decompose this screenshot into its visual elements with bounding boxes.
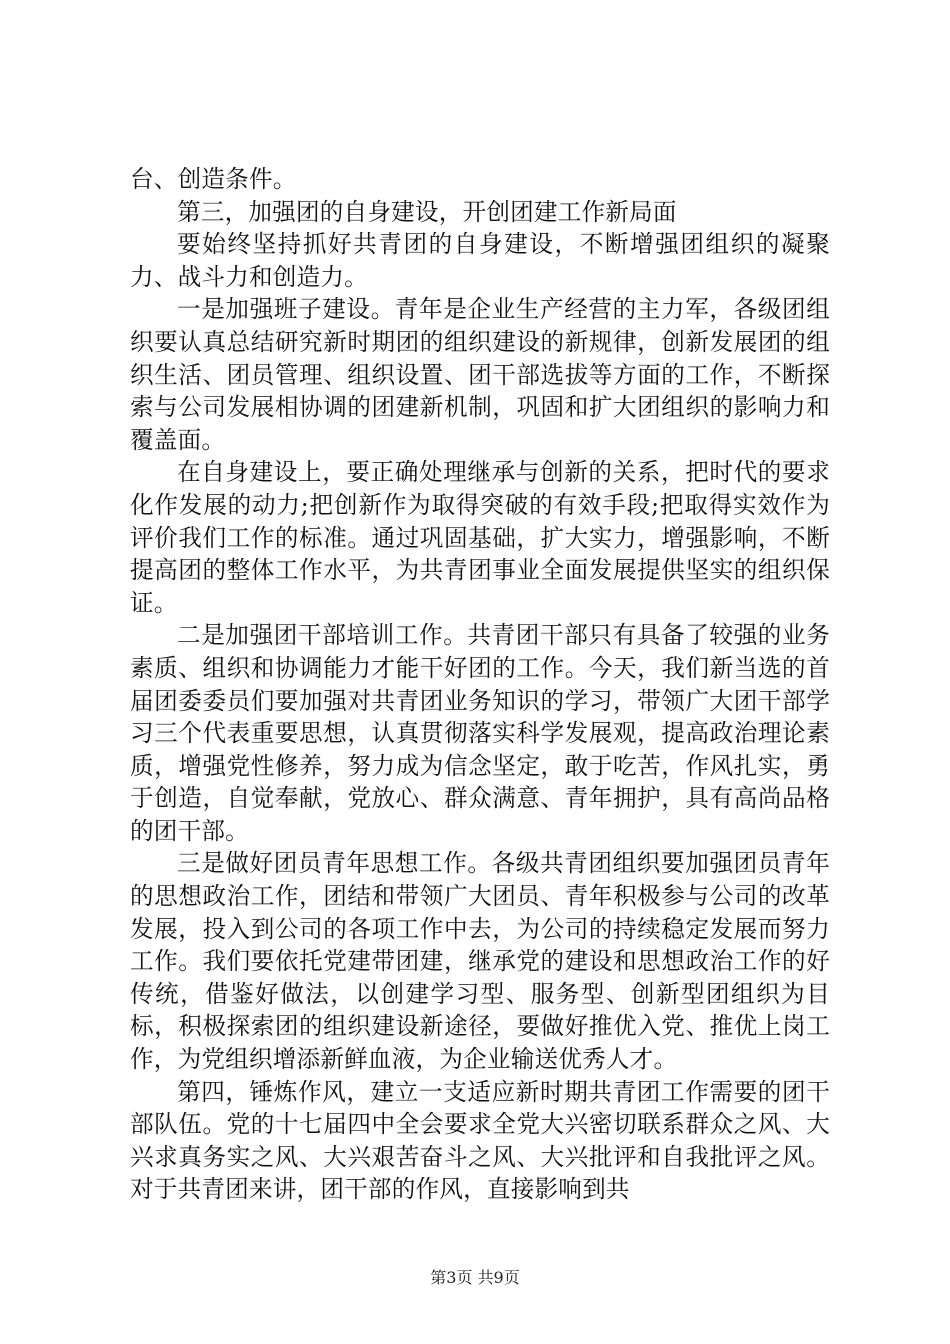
paragraph: 台、创造条件。 (130, 165, 297, 193)
paragraph: 一是加强班子建设。青年是企业生产经营的主力军，各级团组织要认真总结研究新时期团的组织建设的新规律，创新发展团的组织生活、团员管理、组织设置、团干部选拔等方面的工作，不断探索与公司发展相协调的团建新机制，巩固和扩大团组织的影响力和覆盖面。 (130, 295, 830, 454)
page-footer (0, 1268, 950, 1288)
paragraph: 要始终坚持抓好共青团的自身建设，不断增强团组织的凝聚力、战斗力和创造力。 (130, 230, 830, 291)
paragraph: 在自身建设上，要正确处理继承与创新的关系，把时代的要求化作发展的动力;把创新作为取得突破的有效手段;把取得实效作为评价我们工作的标准。通过巩固基础，扩大实力，增强影响，不断提高团的整体工作水平，为共青团事业全面发展提供坚实的组织保证。 (130, 458, 830, 617)
section-heading: 第三，加强团的自身建设，开创团建工作新局面 (177, 197, 677, 226)
paragraph: 第四，锤炼作风，建立一支适应新时期共青团工作需要的团干部队伍。党的十七届四中全会要求全党大兴密切联系群众之风、大兴求真务实之风、大兴艰苦奋斗之风、大兴批评和自我批评之风。对于共青团来讲，团干部的作风，直接影响到共 (130, 1077, 830, 1204)
paragraph: 三是做好团员青年思想工作。各级共青团组织要加强团员青年的思想政治工作，团结和带领广大团员、青年积极参与公司的改革发展，投入到公司的各项工作中去，为公司的持续稳定发展而努力工作。我们要依托党建带团建，继承党的建设和思想政治工作的好传统，借鉴好做法，以创建学习型、服务型、创新型团组织为目标，积极探索团的组织建设新途径，要做好推优入党、推优上岗工作，为党组织增添新鲜血液，为企业输送优秀人才。 (130, 849, 830, 1074)
document-body (130, 163, 830, 1206)
paragraph: 二是加强团干部培训工作。共青团干部只有具备了较强的业务素质、组织和协调能力才能干好团的工作。今天，我们新当选的首届团委委员们要加强对共青团业务知识的学习，带领广大团干部学习三个代表重要思想，认真贯彻落实科学发展观，提高政治理论素质，增强党性修养，努力成为信念坚定，敢于吃苦，作风扎实，勇于创造，自觉奉献，党放心、群众满意、青年拥护，具有高尚品格的团干部。 (130, 621, 830, 845)
page-number: 第3页 共9页 (430, 1268, 520, 1287)
